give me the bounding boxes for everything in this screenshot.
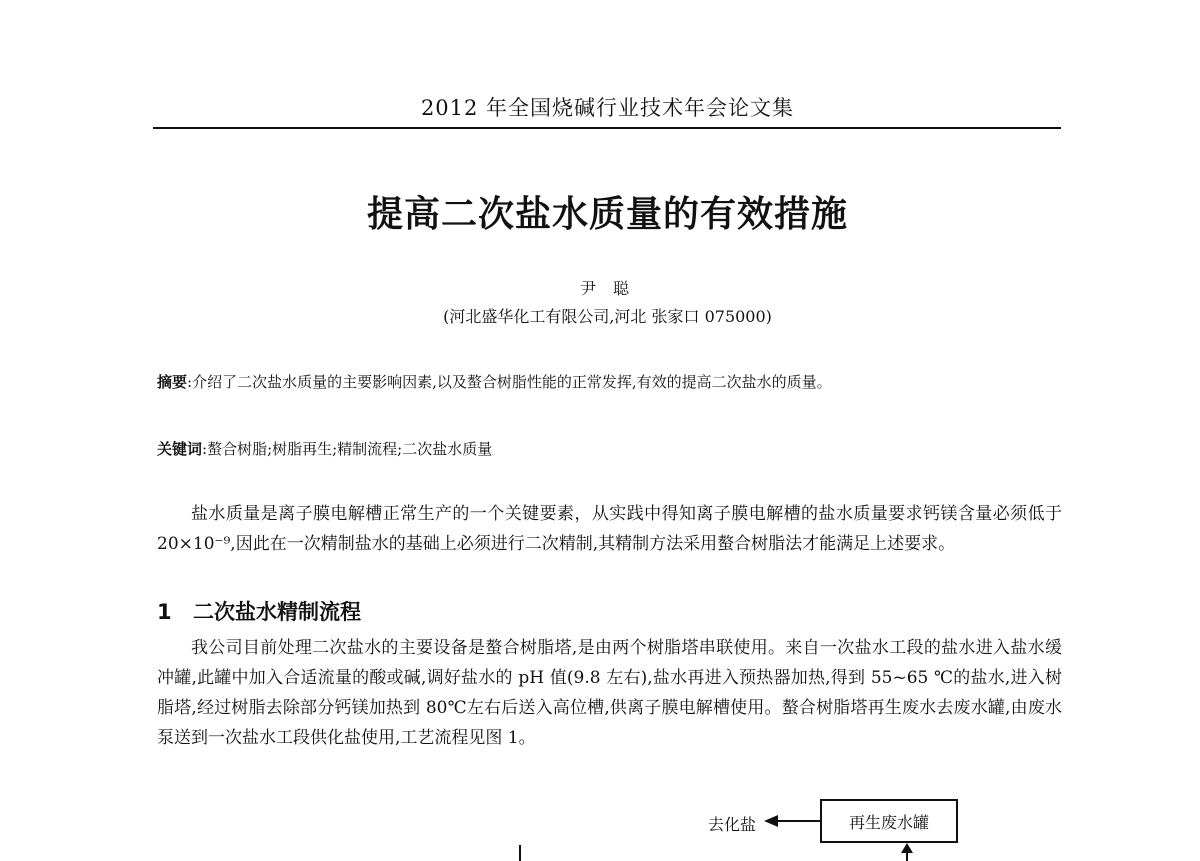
up-arrow-icon bbox=[899, 843, 915, 861]
keywords-text: :螯合树脂;树脂再生;精制流程;二次盐水质量 bbox=[202, 440, 493, 458]
section-title: 二次盐水精制流程 bbox=[193, 600, 361, 624]
intro-paragraph: 盐水质量是离子膜电解槽正常生产的一个关键要素，从实践中得知离子膜电解槽的盐水质量要求钙镁含量必须低于 20×10⁻⁹,因此在一次精制盐水的基础上必须进行二次精制,其精制方法采用螯合树脂法才能满足上述要求。 bbox=[157, 504, 1062, 554]
affiliation: (河北盛华化工有限公司,河北 张家口 075000) bbox=[443, 307, 772, 326]
author: 尹 聪 bbox=[579, 279, 636, 298]
left-arrow-icon bbox=[764, 813, 820, 829]
running-header: 2012 年全国烧碱行业技术年会论文集 bbox=[420, 96, 795, 120]
section-heading bbox=[157, 596, 1062, 626]
header-rule bbox=[153, 127, 1061, 129]
paper-title: 提高二次盐水质量的有效措施 bbox=[366, 194, 848, 235]
keywords-label: 关键词 bbox=[157, 440, 203, 458]
section-paragraph: 我公司目前处理二次盐水的主要设备是螯合树脂塔,是由两个树脂塔串联使用。来自一次盐水工段的盐水进入盐水缓冲罐,此罐中加入合适流量的酸或碱,调好盐水的 pH 值(9.8 左右),盐水再进入预热器加热,得到 55~65 ℃的盐水,进入树脂塔,经过树脂去除部分钙镁加热到 80℃左右后送入高位槽,供离子膜电解槽使用。螯合树脂塔再生废水去废水罐,由废水泵送到一次盐水工段供化盐使用,工艺流程见图 1。 bbox=[157, 638, 1062, 748]
abstract-text: :介绍了二次盐水质量的主要影响因素,以及螯合树脂性能的正常发挥,有效的提高二次盐水的质量。 bbox=[187, 373, 832, 391]
flow-connector-line bbox=[519, 845, 521, 861]
flow-label-qu-hua-yan: 去化盐 bbox=[708, 815, 757, 834]
abstract bbox=[157, 368, 1062, 396]
section-number: 1 bbox=[157, 600, 172, 624]
flow-box-wastewater-tank: 再生废水罐 bbox=[820, 799, 958, 843]
abstract-label: 摘要 bbox=[157, 373, 188, 391]
keywords bbox=[157, 435, 1062, 463]
